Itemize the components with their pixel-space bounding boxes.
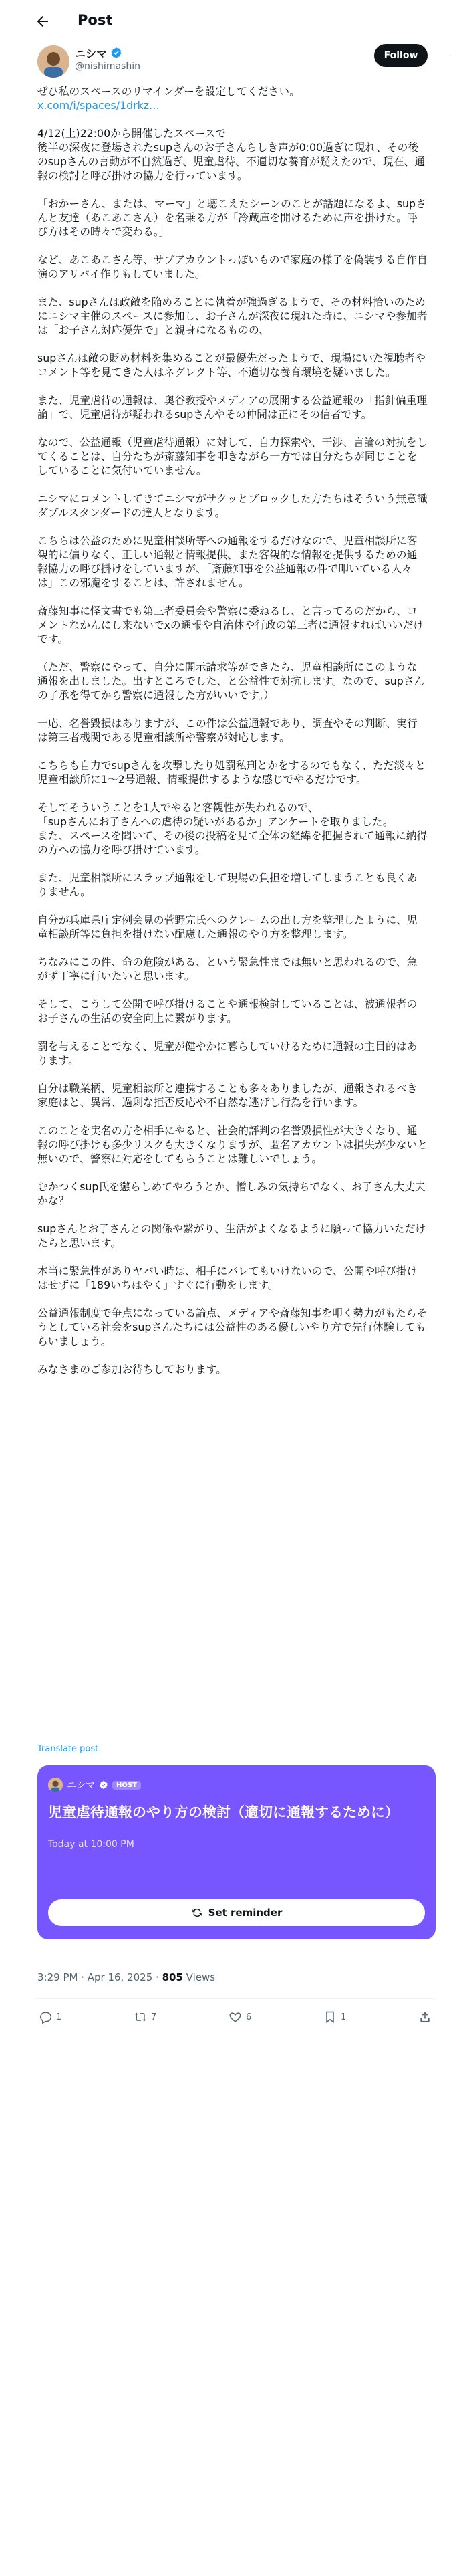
tweet-paragraph: こちらも自力でsupさんを攻撃したり処罰私刑とかをするのでもなく、ただ淡々と児童相談所に1〜2号通報、情報提供するような感じでやるだけです。 — [37, 759, 426, 786]
tweet-paragraph: また、児童相談所にスラップ通報をして現場の負担を増してしまうことも良くありません。 — [37, 871, 418, 898]
space-host — [48, 1778, 141, 1792]
tweet-paragraph: ちなみにこの件、命の危険がある、という緊急性までは無いと思われるので、急がず丁寧に行いたいと思います。 — [37, 956, 418, 982]
tweet-paragraph: 一応、名誉毀損はありますが、この件は公益通報であり、調査やその判断、実行は第三者機関である児童相談所や警察が対応します。 — [37, 717, 418, 744]
like-count: 6 — [246, 2012, 252, 2022]
action-bar — [35, 2001, 436, 2033]
repost-button[interactable] — [134, 2010, 156, 2024]
tweet-paragraph: こちらは公益のために児童相談所等への通報をするだけなので、児童相談所に客観的に偏りなく、正しい通報と情報提供、また客観的な情報を提供するための通報協力の呼び掛けをしていますが、「斎藤知事を公益通報の件で叩いている人々は」この邪魔をすることは、許されません。 — [37, 534, 418, 589]
space-time: Today at 10:00 PM — [48, 1839, 134, 1850]
bookmark-count: 1 — [341, 2012, 347, 2022]
reply-count: 1 — [56, 2012, 62, 2022]
reply-button[interactable] — [39, 2010, 61, 2024]
set-reminder-button[interactable] — [48, 1899, 425, 1926]
top-bar — [0, 0, 451, 43]
share-icon — [418, 2010, 432, 2024]
host-avatar — [48, 1778, 63, 1792]
tweet-paragraph: みなさまのご参加お待ちしております。 — [37, 1363, 227, 1376]
page-title: Post — [78, 12, 113, 28]
set-reminder-label: Set reminder — [208, 1907, 283, 1919]
reminder-refresh-icon — [191, 1907, 203, 1919]
display-name[interactable]: ニシマ — [75, 47, 108, 60]
tweet-paragraph: ニシマにコメントしてきてニシマがサクッとブロックした方たちはそういう無意識ダブルスタンダードの達人となります。 — [37, 492, 428, 519]
tweet-paragraph: 自分は職業柄、児童相談所と連携することも多々ありましたが、通報されるべき家庭はと、異常、過剰な拒否反応や不自然な逃げし行為を行います。 — [37, 1082, 418, 1109]
tweet-text — [37, 84, 428, 1376]
tweet-paragraph: 公益通報制度で争点になっている論点、メディアや斎藤知事を叩く勢力がもたらそうとしている社会をsupさんたちには公益性のある優しいやり方で先行体験してもらいましょう。 — [37, 1307, 428, 1348]
tweet-paragraph: 本当に緊急性がありヤバい時は、相手にバレてもいけないので、公開や呼び掛けはせずに「189いちはやく」すぐに行動をします。 — [37, 1265, 418, 1291]
tweet-paragraph: supさんとお子さんとの関係や繋がり、生活がよくなるように願って協力いただけたらと思います。 — [37, 1222, 426, 1249]
post-meta — [37, 1971, 215, 1983]
like-button[interactable] — [229, 2010, 251, 2024]
tweet-paragraph: 「おかーさん、または、マーマ」と聴こえたシーンのことが話題になるよ、supさんと友達（あこあこさん）を名乗る方が「冷蔵庫を開けるために声を掛けた。呼び方はその時々で変わる。」 — [37, 197, 426, 238]
share-button[interactable] — [418, 2010, 432, 2024]
tweet-paragraph: supさんは敵の貶め材料を集めることが最優先だったようで、現場にいた視聴者やコメント等を見てきた人はネグレクト等、不適切な養育環境を疑いました。 — [37, 352, 426, 379]
post-timestamp[interactable]: 3:29 PM · Apr 16, 2025 · — [37, 1971, 162, 1983]
avatar[interactable] — [37, 45, 69, 78]
space-card[interactable] — [37, 1765, 436, 1939]
views-count: 805 — [162, 1971, 183, 1983]
tweet-paragraph: また、児童虐待の通報は、奥谷教授やメディアの展開する公益通報の「指針偏重理論」で、児童虐待が疑われるsupさんやその仲間は正にその信者です。 — [37, 394, 428, 421]
tweet-paragraph: そして、こうして公開で呼び掛けることや通報検討していることは、被通報者のお子さんの生活の安全向上に繋がります。 — [37, 998, 418, 1025]
tweet-paragraph: （ただ、警察にやって、自分に開示請求等ができたら、児童相談所にこのような通報を出しました。出すところでした、と公益性で対抗します。なので、supさんの了承を得てから警察に通報した方がいいです。） — [37, 661, 425, 702]
back-arrow-icon[interactable] — [35, 13, 51, 29]
host-name: ニシマ — [67, 1780, 95, 1791]
tweet-paragraph: など、あこあこさん等、サブアカウントっぽいもので家庭の様子を偽装する自作自演のアリバイ作りもしていました。 — [37, 253, 428, 280]
repost-icon — [134, 2010, 147, 2024]
repost-count: 7 — [151, 2012, 157, 2022]
user-handle: @nishimashin — [75, 61, 140, 72]
tweet-paragraph: そしてそういうことを1人でやると客観性が失われるので、 「supさんにお子さんへの虐待の疑いがあるか」アンケートを取りました。 また、スペースを聞いて、その後の投稿を見て全体の経緯を把握されて通報に納得の方への協力を呼び掛けています。 — [37, 801, 428, 856]
tweet-paragraph: 斎藤知事に怪文書でも第三者委員会や警察に委ねるし、と言ってるのだから、コメントなかんにし来ないでxの通報や自治体や行政の第三者に通報すればいいだけです。 — [37, 605, 424, 645]
tweet-paragraph: 罰を与えることでなく、児童が健やかに暮らしていけるために通報の主目的はあります。 — [37, 1040, 418, 1067]
host-badge: HOST — [112, 1781, 141, 1790]
space-title: 児童虐待通報のやり方の検討（適切に通報するために） — [48, 1804, 399, 1820]
tweet-paragraph: 自分が兵庫県庁定例会見の菅野完氏へのクレームの出し方を整理したように、児童相談所等に負担を掛けない配慮した通報のやり方を整理します。 — [37, 914, 418, 940]
reply-icon — [39, 2010, 52, 2024]
tweet-paragraph: ぜひ私のスペースのリマインダーを設定してください。 x.com/i/spaces/1drkz… — [37, 85, 300, 112]
verified-badge-icon — [110, 47, 122, 59]
tweet-paragraph: むかつくsup氏を懲らしめてやろうとか、憎しみの気持ちでなく、お子さん大丈夫かな？ — [37, 1180, 426, 1207]
verified-badge-icon — [99, 1780, 108, 1790]
name-row — [75, 45, 122, 60]
bookmark-icon — [323, 2010, 337, 2024]
author-row — [35, 43, 436, 80]
divider — [35, 1998, 436, 1999]
bookmark-button[interactable] — [323, 2010, 346, 2024]
follow-button[interactable]: Follow — [374, 44, 428, 67]
tweet-paragraph: このことを実名の方を相手にやると、社会的評判の名誉毀損性が大きくなり、通報の呼び掛けも多少リスクも大きくなりますが、匿名アカウントは損失が少ないと無いので、警察に対応をしてもらうことは難しいでしょう。 — [37, 1124, 428, 1165]
tweet-paragraph: また、supさんは政敵を陥めることに執着が強過ぎるようで、その材料拾いのためにニシマ主催のスペースに参加し、お子さんが深夜に現れた時に、ニシマや参加者は「お子さん対応優先で」と親身になるものの、 — [37, 296, 428, 336]
tweet-paragraph: なので、公益通報（児童虐待通報）に対して、自力探索や、干渉、言論の対抗をしてくることは、自分たちが斎藤知事を叩きながら一方では自分たちが同じことをしていることに気付いていません。 — [37, 436, 428, 477]
heart-icon — [229, 2010, 242, 2024]
space-link[interactable]: x.com/i/spaces/1drkz… — [37, 99, 160, 112]
translate-post-link[interactable]: Translate post — [37, 1744, 99, 1754]
tweet-paragraph: 4/12(土)22:00から開催したスペースで 後半の深夜に登場されたsupさんのお子さんらしき声が0:00過ぎに現れ、その後のsupさんの言動が不自然過ぎ、児童虐待、不適切な養育が疑えたので、現在、通報の検討と呼び掛けの協力を行っています。 — [37, 127, 426, 182]
views-label: Views — [182, 1971, 216, 1983]
